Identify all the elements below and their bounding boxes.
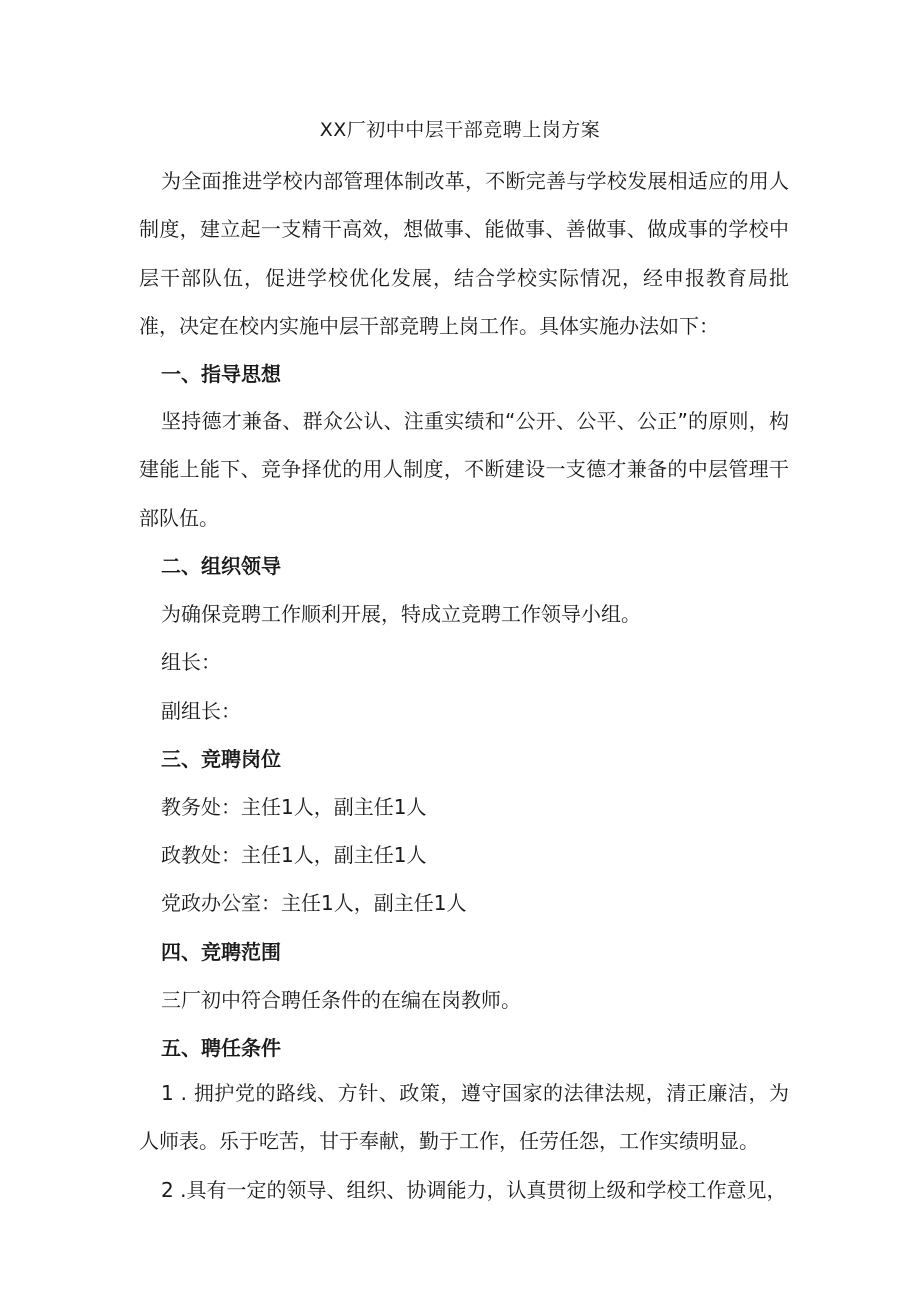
scope-paragraph: 三厂初中符合聘任条件的在编在岗教师。 [161,988,521,1012]
deputy-leader-line: 副组长： [161,699,241,723]
document-title: XX厂初中中层干部竞聘上岗方案 [319,119,601,141]
position-item: 教务处：主任1人，副主任1人 [161,795,427,819]
condition-item: 1 . 拥护党的路线、方针、政策，遵守国家的法律法规，清正廉洁，为人师表。乐于吃苦，甘于奉献，勤于工作，任劳任怨，工作实绩明显。 [139,1081,789,1154]
section-heading-organization: 二、组织领导 [161,554,281,578]
condition-item: 2 .具有一定的领导、组织、协调能力，认真贯彻上级和学校工作意见， [161,1178,787,1202]
section-heading-guiding-principles: 一、指导思想 [161,362,281,386]
group-leader-line: 组长： [161,650,221,674]
section-heading-positions: 三、竞聘岗位 [161,747,281,771]
section-heading-conditions: 五、聘任条件 [161,1036,281,1060]
organization-paragraph: 为确保竞聘工作顺利开展，特成立竞聘工作领导小组。 [161,602,641,626]
section-heading-scope: 四、竞聘范围 [161,940,281,964]
position-item: 党政办公室：主任1人，副主任1人 [161,891,467,915]
guiding-principles-paragraph: 坚持德才兼备、群众公认、注重实绩和“公开、公平、公正”的原则，构建能上能下、竞争择优的用人制度，不断建设一支德才兼备的中层管理干部队伍。 [139,409,789,530]
position-item: 政教处：主任1人，副主任1人 [161,843,427,867]
intro-paragraph: 为全面推进学校内部管理体制改革，不断完善与学校发展相适应的用人制度，建立起一支精干高效，想做事、能做事、善做事、做成事的学校中层干部队伍，促进学校优化发展，结合学校实际情况，经申报教育局批准，决定在校内实施中层干部竞聘上岗工作。具体实施办法如下： [139,169,789,338]
